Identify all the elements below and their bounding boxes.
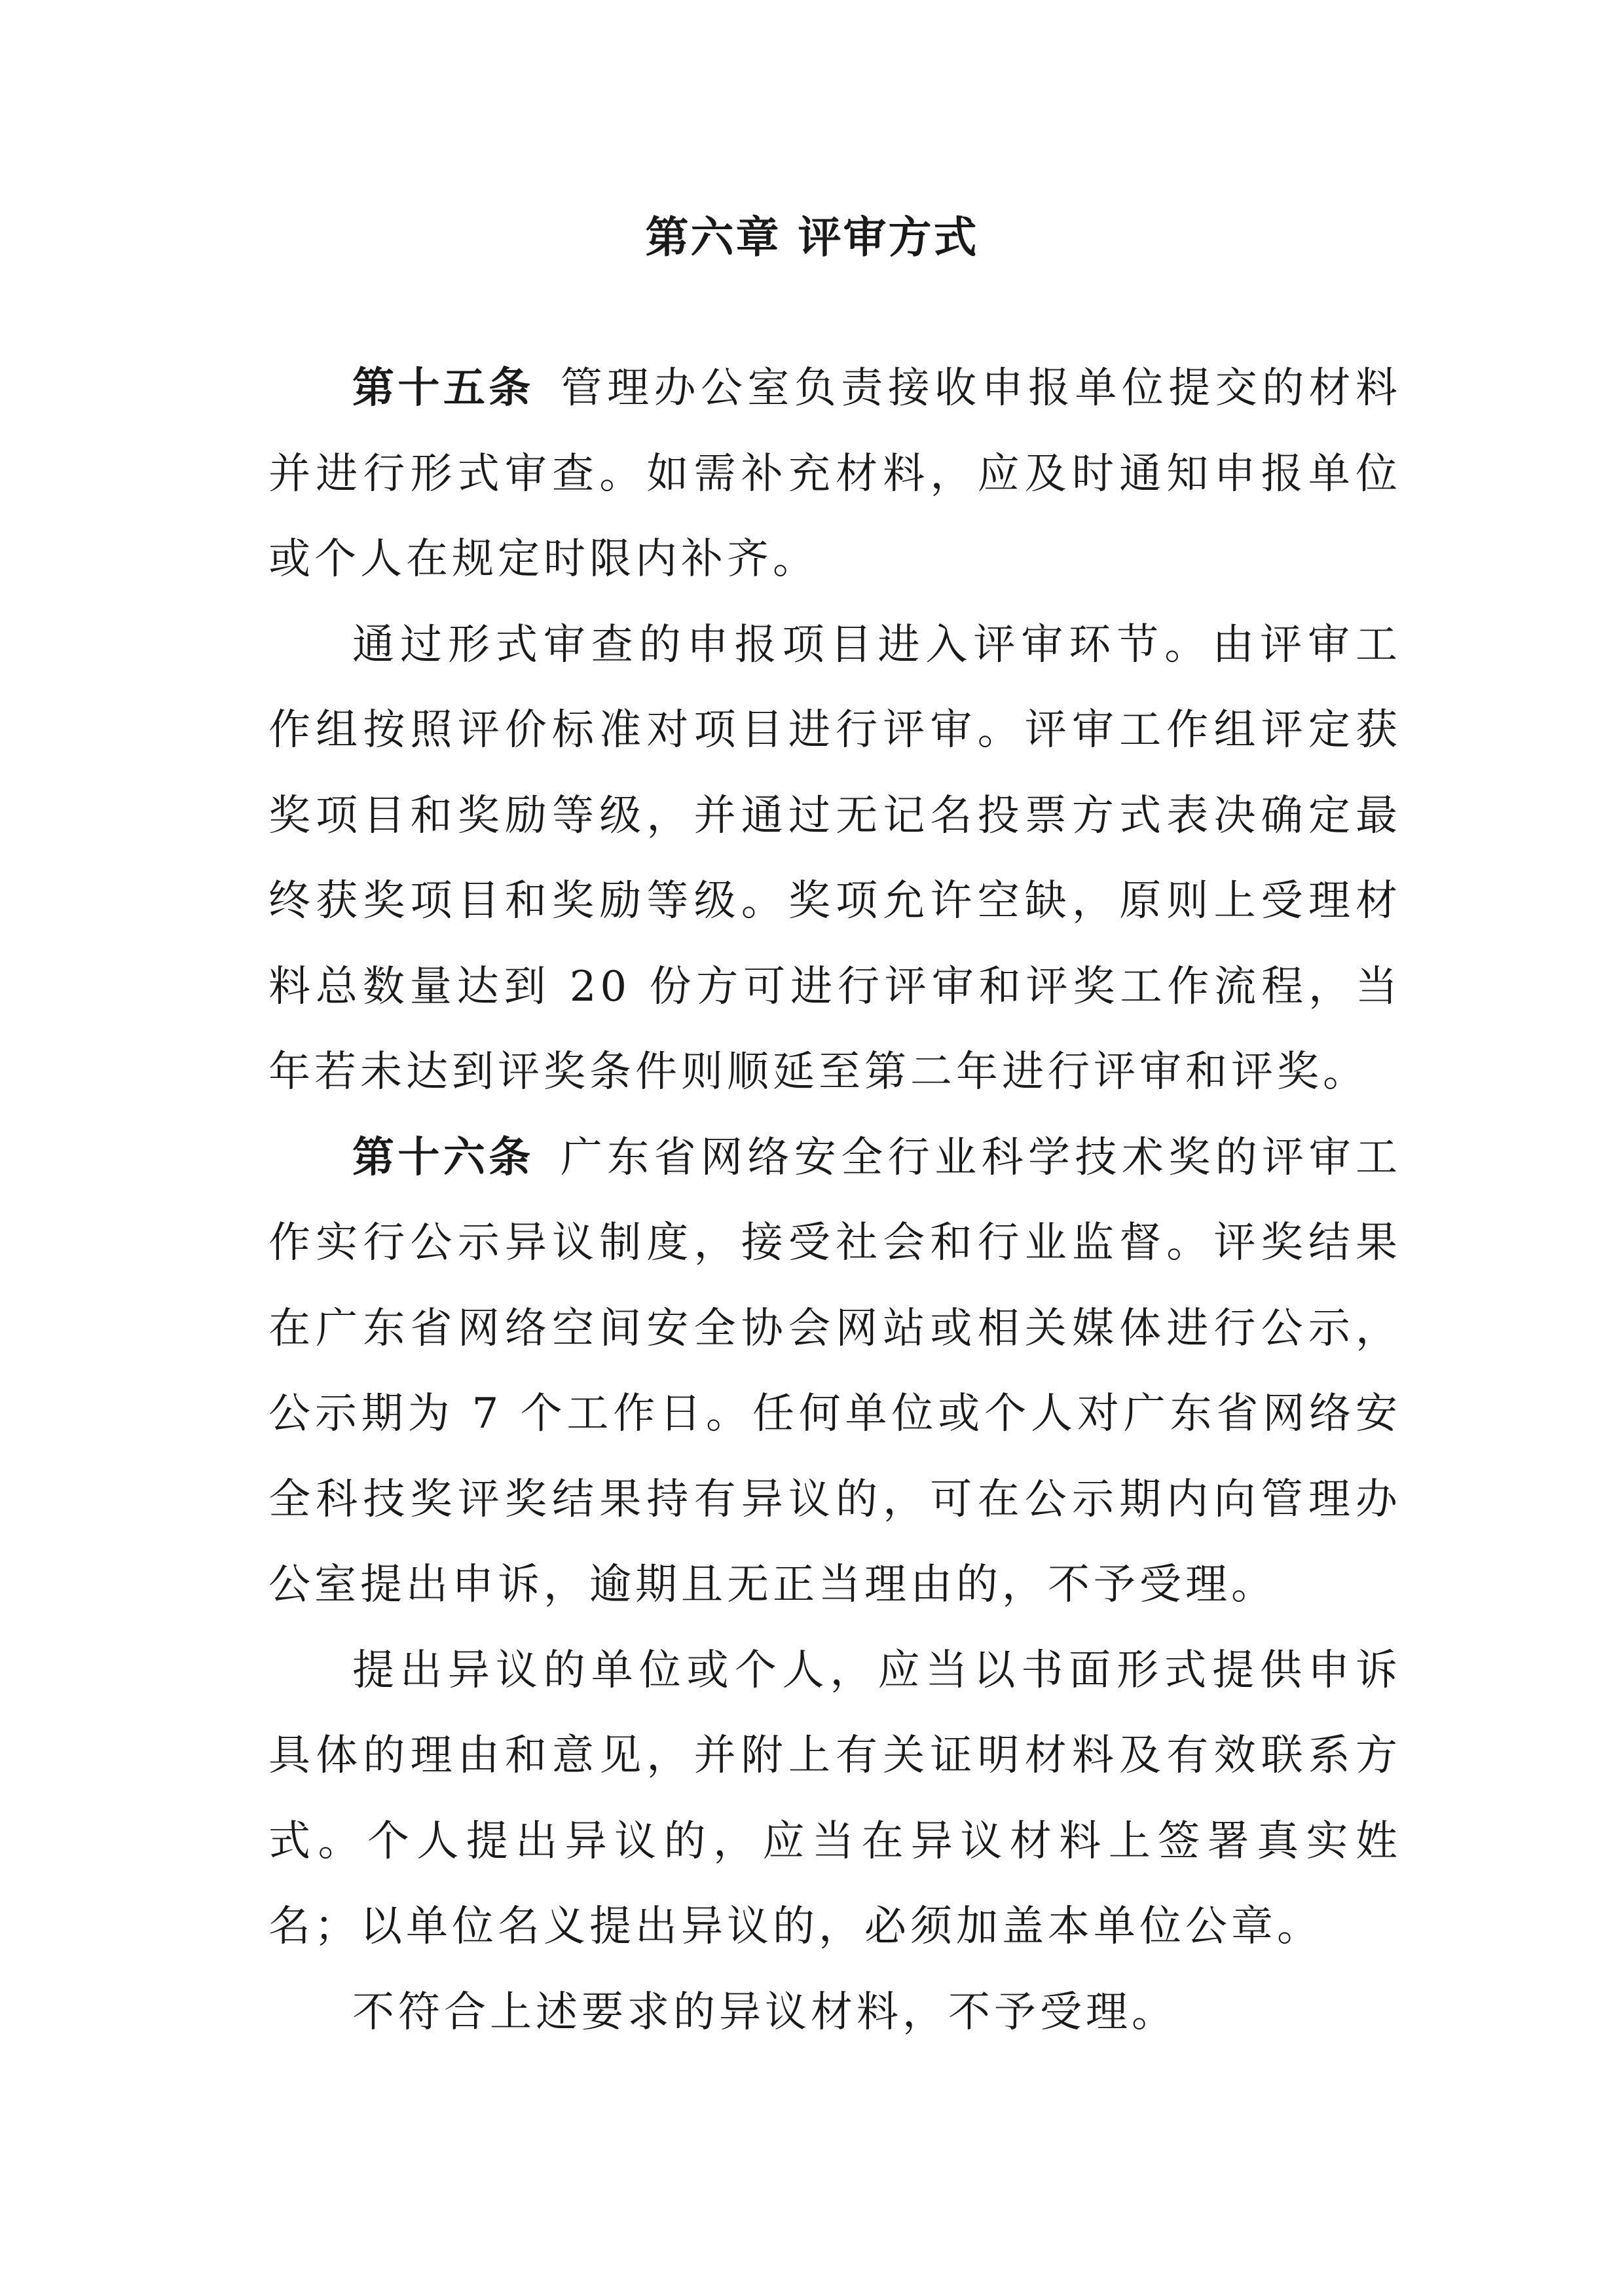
- document-body: [268, 346, 1401, 2055]
- paragraph-text: 广东省网络安全行业科学技术奖的评审工作实行公示异议制度，接受社会和行业监督。评奖结果在广东省网络空间安全协会网站或相关媒体进行公示，公示期为 7 个工作日。任何单位或个人对广东省网络安全科技奖评奖结果持有异议的，可在公示期内向管理办公室提出申诉，逾期且无正当理由的，不予受理。: [268, 1133, 1402, 1609]
- paragraph-objection-requirements: [268, 1628, 1401, 1970]
- article-number: 第十五条: [352, 364, 534, 413]
- chapter-title: 第六章 评审方式: [645, 212, 979, 263]
- paragraph-text: 提出异议的单位或个人，应当以书面形式提供申诉具体的理由和意见，并附上有关证明材料及有效联系方式。个人提出异议的，应当在异议材料上签署真实姓名；以单位名义提出异议的，必须加盖本单位公章。: [268, 1646, 1401, 1951]
- paragraph-article-15: [268, 346, 1401, 602]
- paragraph-non-compliance: [268, 1970, 1401, 2056]
- paragraph-text: 不符合上述要求的异议材料，不予受理。: [352, 1988, 1177, 2037]
- article-number: 第十六条: [352, 1133, 534, 1182]
- paragraph-review-process: [268, 602, 1401, 1115]
- paragraph-text: 管理办公室负责接收申报单位提交的材料并进行形式审查。如需补充材料，应及时通知申报单位或个人在规定时限内补齐。: [268, 364, 1402, 583]
- paragraph-text: 通过形式审查的申报项目进入评审环节。由评审工作组按照评价标准对项目进行评审。评审工作组评定获奖项目和奖励等级，并通过无记名投票方式表决确定最终获奖项目和奖励等级。奖项允许空缺，原则上受理材料总数量达到 20 份方可进行评审和评奖工作流程，当年若未达到评奖条件则顺延至第二年进行评审和评奖。: [268, 620, 1401, 1096]
- paragraph-article-16: [268, 1115, 1401, 1628]
